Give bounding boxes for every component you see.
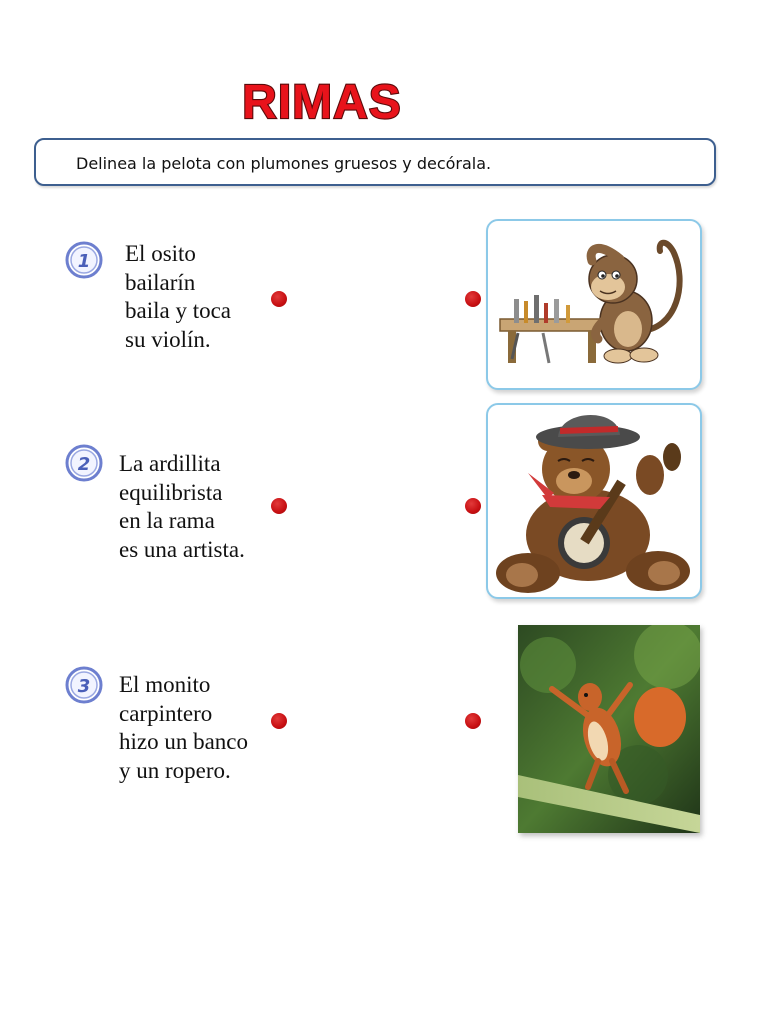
match-dot-right-1[interactable] [465, 291, 481, 307]
number-badge-2 [64, 443, 104, 483]
number-badge-3 [64, 665, 104, 705]
title-wordart [222, 74, 422, 130]
match-dot-right-3[interactable] [465, 713, 481, 729]
rhyme-line: en la rama [119, 508, 215, 533]
match-dot-right-2[interactable] [465, 498, 481, 514]
rhyme-line: es una artista. [119, 536, 245, 562]
svg-text:1: 1 [77, 251, 91, 272]
svg-text:2: 2 [77, 454, 91, 475]
page-title [0, 74, 706, 135]
rhyme-line: baila y toca [125, 298, 232, 323]
match-dot-left-1[interactable] [271, 291, 287, 307]
monkey-carpenter-illustration [488, 221, 700, 388]
rhyme-line: El osito [125, 241, 196, 266]
number-badge-1 [64, 240, 104, 280]
instruction-box [34, 138, 716, 186]
svg-text:3: 3 [77, 676, 91, 697]
rhyme-line: y un ropero. [119, 757, 231, 783]
squirrel-branch-photo [518, 625, 700, 833]
rhyme-line: El monito [119, 672, 211, 697]
rhyme-line: hizo un banco [119, 729, 249, 754]
match-dot-left-2[interactable] [271, 498, 287, 514]
image-card-monkey [486, 219, 702, 390]
match-dot-left-3[interactable] [271, 713, 287, 729]
instruction-text: Delinea la pelota con plumones gruesos y decórala. [76, 154, 492, 173]
rhyme-line: bailarín [125, 269, 196, 295]
rhyme-2-text [119, 450, 245, 564]
rhyme-1-text [125, 240, 231, 354]
bear-banjo-illustration [488, 405, 700, 597]
rhyme-line: carpintero [119, 700, 213, 726]
image-card-bear [486, 403, 702, 599]
image-card-squirrel [518, 625, 700, 833]
rhyme-line: La ardillita [119, 451, 221, 476]
title-text: RIMAS [242, 76, 402, 129]
rhyme-3-text [119, 671, 248, 785]
rhyme-line: su violín. [125, 326, 211, 352]
rhyme-line: equilibrista [119, 479, 223, 505]
